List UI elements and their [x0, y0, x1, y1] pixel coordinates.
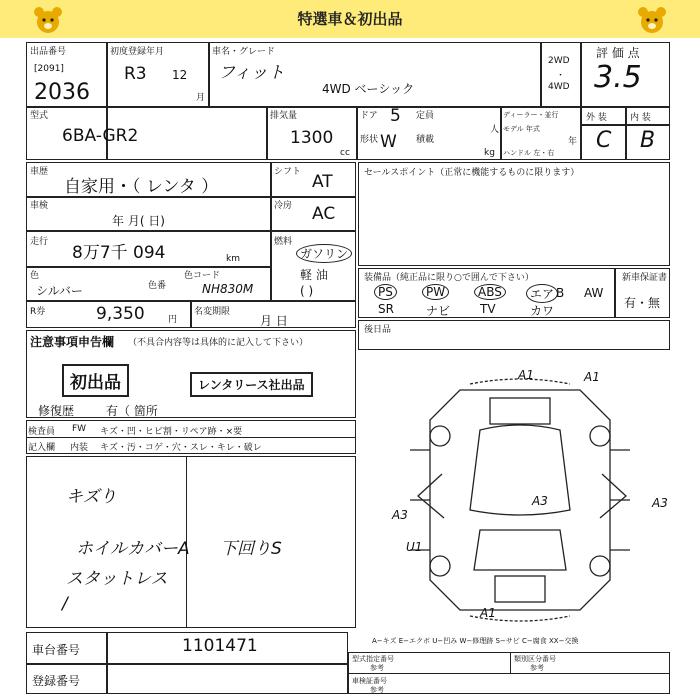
month-unit: 月: [196, 93, 206, 103]
capacity-unit: 人: [490, 125, 500, 135]
damage-mark: A3: [532, 494, 548, 508]
displacement: 1300: [290, 128, 334, 148]
damage-legend: A−キズ E−エクボ U−凹み W−修理跡 S−サビ C−腐食 XX−交換: [372, 637, 579, 645]
mileage-value: 8万7千 094: [72, 243, 166, 263]
load-unit: kg: [484, 148, 495, 158]
equip-tv: TV: [480, 302, 496, 316]
displacement-unit: cc: [340, 148, 350, 158]
rating-label: 評 価 点: [596, 46, 640, 60]
capacity-label: 定員: [416, 111, 435, 121]
handle-label: ハンドル 左・右: [503, 149, 555, 157]
first-listing-stamp: 初出品: [62, 364, 129, 397]
class-number-label: 類別区分番号: [514, 655, 556, 663]
interior-label: 内 装: [630, 113, 651, 123]
car-name: フィット: [218, 63, 285, 83]
history-label: 車歴: [30, 167, 49, 177]
interior-damage-row: キズ・汚・コゲ・穴・スレ・キレ・破レ: [100, 443, 262, 453]
load-label: 積載: [416, 135, 435, 145]
equip-navi: ナビ: [426, 304, 451, 318]
type-designation-label: 型式指定番号: [352, 655, 394, 663]
rental-lease-stamp: レンタリース社出品: [190, 372, 313, 397]
repair-label: 修復歴: [38, 404, 75, 418]
equip-b: B: [556, 286, 565, 300]
notes-subtitle: （不具合内容等は具体的に記入して下さい）: [128, 338, 309, 348]
ac-label: 冷房: [274, 201, 293, 211]
car-damage-diagram: [400, 370, 640, 630]
inspection-value: 年 月( 日): [112, 214, 165, 228]
interior-tag: 内装: [70, 443, 89, 453]
car-name-label: 車名・グレード: [212, 47, 276, 57]
registration-label: 登録番号: [32, 674, 81, 688]
color-number-label: 色番: [148, 281, 167, 291]
equip-abs: ABS: [474, 284, 506, 300]
damage-mark: A1: [480, 606, 496, 620]
drive-4wd: 4WD: [548, 82, 570, 92]
shape-label: 形状: [360, 135, 379, 145]
reg-date-label: 初度登録年月: [110, 47, 165, 57]
repair-value: 有（ 箇所: [106, 404, 158, 418]
model-code: 6BA-GR2: [62, 126, 139, 146]
chassis-number: 1101471: [182, 636, 258, 656]
handwritten-note-4: スタットレス: [66, 569, 168, 589]
handwritten-note-5: /: [62, 594, 68, 614]
exterior-label: 外 装: [586, 113, 607, 123]
model-year-label: モデル 年式: [503, 125, 540, 133]
mileage-label: 走行: [30, 237, 49, 247]
reg-year: R3: [124, 64, 147, 84]
plate-number-label: 車検証番号: [352, 677, 387, 685]
notes-title: 注意事項申告欄: [30, 335, 115, 349]
class-number-ref: 参考: [530, 664, 544, 672]
sales-point-title: セールスポイント（正常に機能するものに限ります）: [364, 168, 580, 178]
plate-number-ref: 参考: [370, 686, 384, 694]
fw-tag: FW: [72, 424, 87, 434]
reg-month: 12: [172, 68, 188, 82]
later-items-label: 後日品: [364, 325, 392, 335]
fuel-other: ( ): [300, 284, 314, 298]
type-designation-ref: 参考: [370, 664, 384, 672]
shift-label: シフト: [274, 167, 302, 177]
handwritten-note-1: キズり: [66, 487, 117, 507]
color-code: NH830M: [202, 282, 254, 296]
recycle-unit: 円: [168, 315, 178, 325]
interior-grade: B: [640, 128, 656, 153]
recycle-label: R券: [30, 307, 46, 317]
inspector-label: 検査員: [28, 427, 56, 437]
damage-mark: A3: [652, 496, 668, 510]
warranty-label: 新車保証書: [622, 273, 668, 283]
lot-sub-number: [2091]: [34, 64, 64, 74]
color-code-label: 色コード: [184, 271, 221, 281]
equip-airbag: エア: [526, 284, 558, 303]
displacement-label: 排気量: [270, 111, 298, 121]
fill-column-label: 記入欄: [28, 443, 56, 453]
inspection-label: 車検: [30, 201, 49, 211]
bear-logo-icon: [30, 4, 66, 36]
rating-score: 3.5: [594, 60, 642, 95]
damage-mark: A1: [584, 370, 600, 384]
model-label: 型式: [30, 111, 49, 121]
damage-mark: A3: [392, 508, 408, 522]
shift-value: AT: [312, 172, 333, 192]
later-items-frame: [358, 320, 670, 350]
page-title: 特選車＆初出品: [297, 10, 403, 28]
drive-separator: ・: [556, 71, 566, 81]
damage-mark: U1: [406, 540, 423, 554]
mileage-unit: km: [226, 254, 240, 264]
equip-pw: PW: [422, 284, 449, 300]
history-value: 自家用・（ レンタ ）: [64, 177, 219, 197]
equip-ps: PS: [374, 284, 397, 300]
equip-aw: AW: [584, 286, 604, 300]
lot-number-label: 出品番号: [30, 47, 67, 57]
model-year-unit: 年: [568, 137, 578, 147]
shape-value: W: [380, 132, 397, 152]
warranty-value: 有・無: [624, 296, 661, 310]
fuel-diesel: 軽 油: [300, 268, 328, 282]
color-label: 色: [30, 271, 40, 281]
doors-value: 5: [390, 106, 401, 126]
color-value: シルバー: [36, 284, 83, 298]
name-change-label: 名変期限: [194, 307, 231, 317]
damage-mark: A1: [518, 368, 534, 382]
car-grade: 4WD ベーシック: [322, 82, 415, 96]
exterior-grade: C: [596, 128, 612, 153]
name-change-value: 月 日: [260, 314, 288, 328]
handwritten-note-3: 下回りS: [220, 539, 282, 559]
ac-value: AC: [312, 204, 336, 224]
bear-logo-icon: [634, 4, 670, 36]
chassis-label: 車台番号: [32, 643, 81, 657]
equip-sr: SR: [378, 302, 394, 316]
dealer-label: ディーラー・並行: [503, 111, 559, 119]
fuel-gasoline: ガソリン: [296, 244, 352, 263]
handwritten-note-2: ホイルカバーA: [76, 539, 190, 559]
exterior-damage-row: キズ・凹・ヒビ割・リペア跡・×要: [100, 427, 243, 437]
doors-label: ドア: [360, 111, 378, 121]
recycle-value: 9,350: [96, 304, 145, 324]
fuel-label: 燃料: [274, 237, 293, 247]
lot-number: 2036: [34, 80, 90, 105]
equipment-title: 装備品（純正品に限り○で囲んで下さい）: [364, 273, 534, 283]
equip-leather: カワ: [530, 304, 555, 318]
drive-2wd: 2WD: [548, 56, 570, 66]
